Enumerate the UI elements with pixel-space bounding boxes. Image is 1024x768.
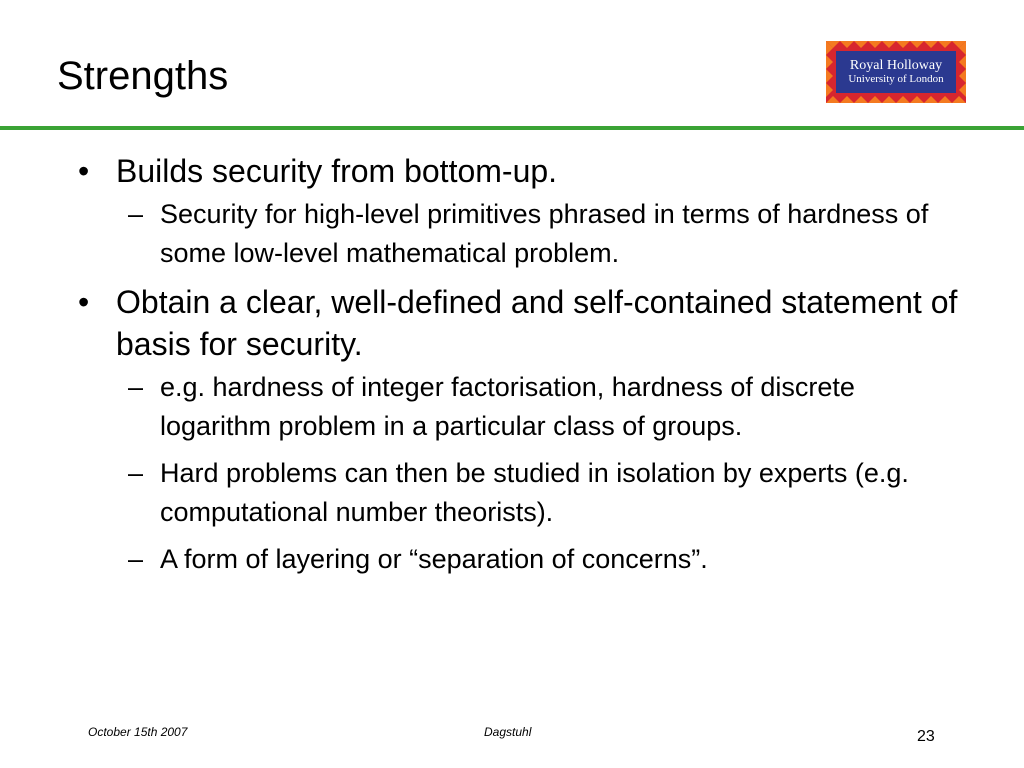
sub-bullet-text: A form of layering or “separation of concerns”. (160, 544, 708, 574)
sub-bullet-item (70, 368, 970, 446)
footer-venue: Dagstuhl (484, 725, 532, 739)
sub-bullet-item (70, 454, 970, 532)
dash-icon: – (128, 458, 144, 488)
royal-holloway-logo (826, 41, 966, 103)
page-number: 23 (917, 728, 935, 745)
sub-bullet-text: Security for high-level primitives phrased in terms of hardness of some low-level mathematical problem. (160, 199, 929, 268)
bullet-item (70, 150, 970, 192)
logo-line-2: University of London (848, 73, 944, 85)
bullet-item (70, 281, 970, 365)
sub-bullet-text: Hard problems can then be studied in isolation by experts (e.g. computational number theorists). (160, 458, 909, 527)
sub-bullet-item (70, 540, 970, 579)
dash-icon: – (128, 372, 144, 402)
sub-bullet-text: e.g. hardness of integer factorisation, hardness of discrete logarithm problem in a particular class of groups. (160, 372, 855, 441)
dash-icon: – (128, 544, 144, 574)
slide-content (70, 150, 970, 587)
footer-date: October 15th 2007 (88, 725, 188, 739)
dash-icon: – (128, 199, 144, 229)
bullet-icon: • (78, 284, 90, 320)
logo-line-1: Royal Holloway (849, 58, 943, 73)
bullet-icon: • (78, 153, 90, 189)
sub-bullet-item (70, 195, 970, 273)
slide-title: Strengths (57, 54, 229, 98)
logo-wordmark (840, 55, 952, 89)
title-rule (0, 126, 1024, 130)
bullet-text: Builds security from bottom-up. (116, 153, 558, 189)
bullet-text: Obtain a clear, well-defined and self-contained statement of basis for security. (116, 284, 958, 362)
